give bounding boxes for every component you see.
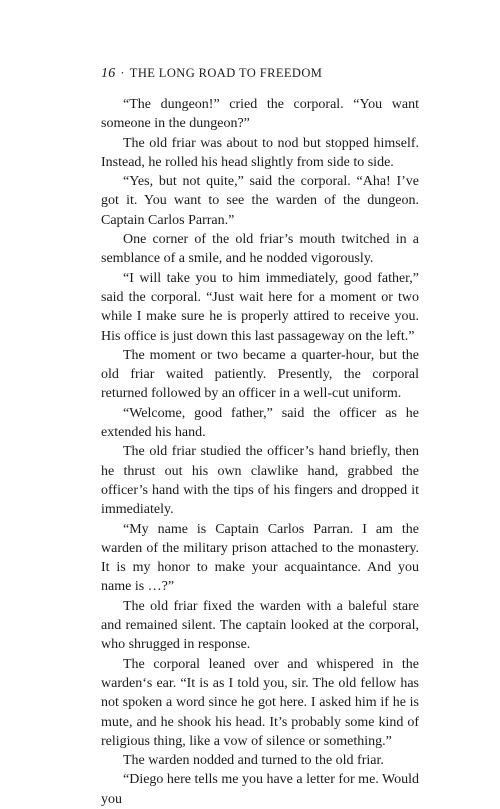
body-text: [101, 95, 419, 809]
paragraph: “I will take you to him immediately, good father,” said the corporal. “Just wait here for a moment or two while I make sure he is properly attired to receive you. His office is just down this last passageway on the left.”: [101, 270, 419, 344]
paragraph: The old friar was about to nod but stopped himself. Instead, he rolled his head slightly from side to side.: [101, 135, 419, 170]
paragraph: “Welcome, good father,” said the officer as he extended his hand.: [101, 405, 419, 441]
paragraph: The old friar fixed the warden with a baleful stare and remained silent. The captain looked at the corporal, who shrugged in response.: [101, 598, 419, 653]
paragraph: “Diego here tells me you have a letter for me. Would you: [101, 772, 420, 807]
page-number: 16: [101, 66, 116, 81]
running-title: THE LONG ROAD TO FREEDOM: [129, 66, 323, 80]
paragraph: The old friar studied the officer’s hand briefly, then he thrust out his own clawlike hand, grabbed the officer’s hand with the tips of his fingers and dropped it immediately.: [101, 444, 419, 518]
running-head: [101, 66, 322, 82]
paragraph: The moment or two became a quarter-hour, but the old friar waited patiently. Presently, the corporal returned followed by an officer in a well-cut uniform.: [101, 347, 419, 402]
paragraph: “The dungeon!” cried the corporal. “You want someone in the dungeon?”: [101, 97, 419, 132]
paragraph: The warden nodded and turned to the old friar.: [123, 753, 384, 769]
header-separator: ·: [120, 66, 125, 80]
paragraph: “My name is Captain Carlos Parran. I am the warden of the military prison attached to the monastery. It is my honor to make your acquaintance. And you name is …?”: [101, 521, 419, 595]
paragraph: “Yes, but not quite,” said the corporal. “Aha! I’ve got it. You want to see the warden of the dungeon. Captain Carlos Parran.”: [101, 174, 419, 228]
paragraph: One corner of the old friar’s mouth twitched in a semblance of a smile, and he nodded vigorously.: [101, 232, 419, 267]
paragraph: The corporal leaned over and whispered in the warden‘s ear. “It is as I told you, sir. The old fellow has not spoken a word since he got here. I asked him if he is mute, and he shook his head. It’s probably some kind of religious thing, like a vow of silence or something.”: [101, 656, 419, 749]
